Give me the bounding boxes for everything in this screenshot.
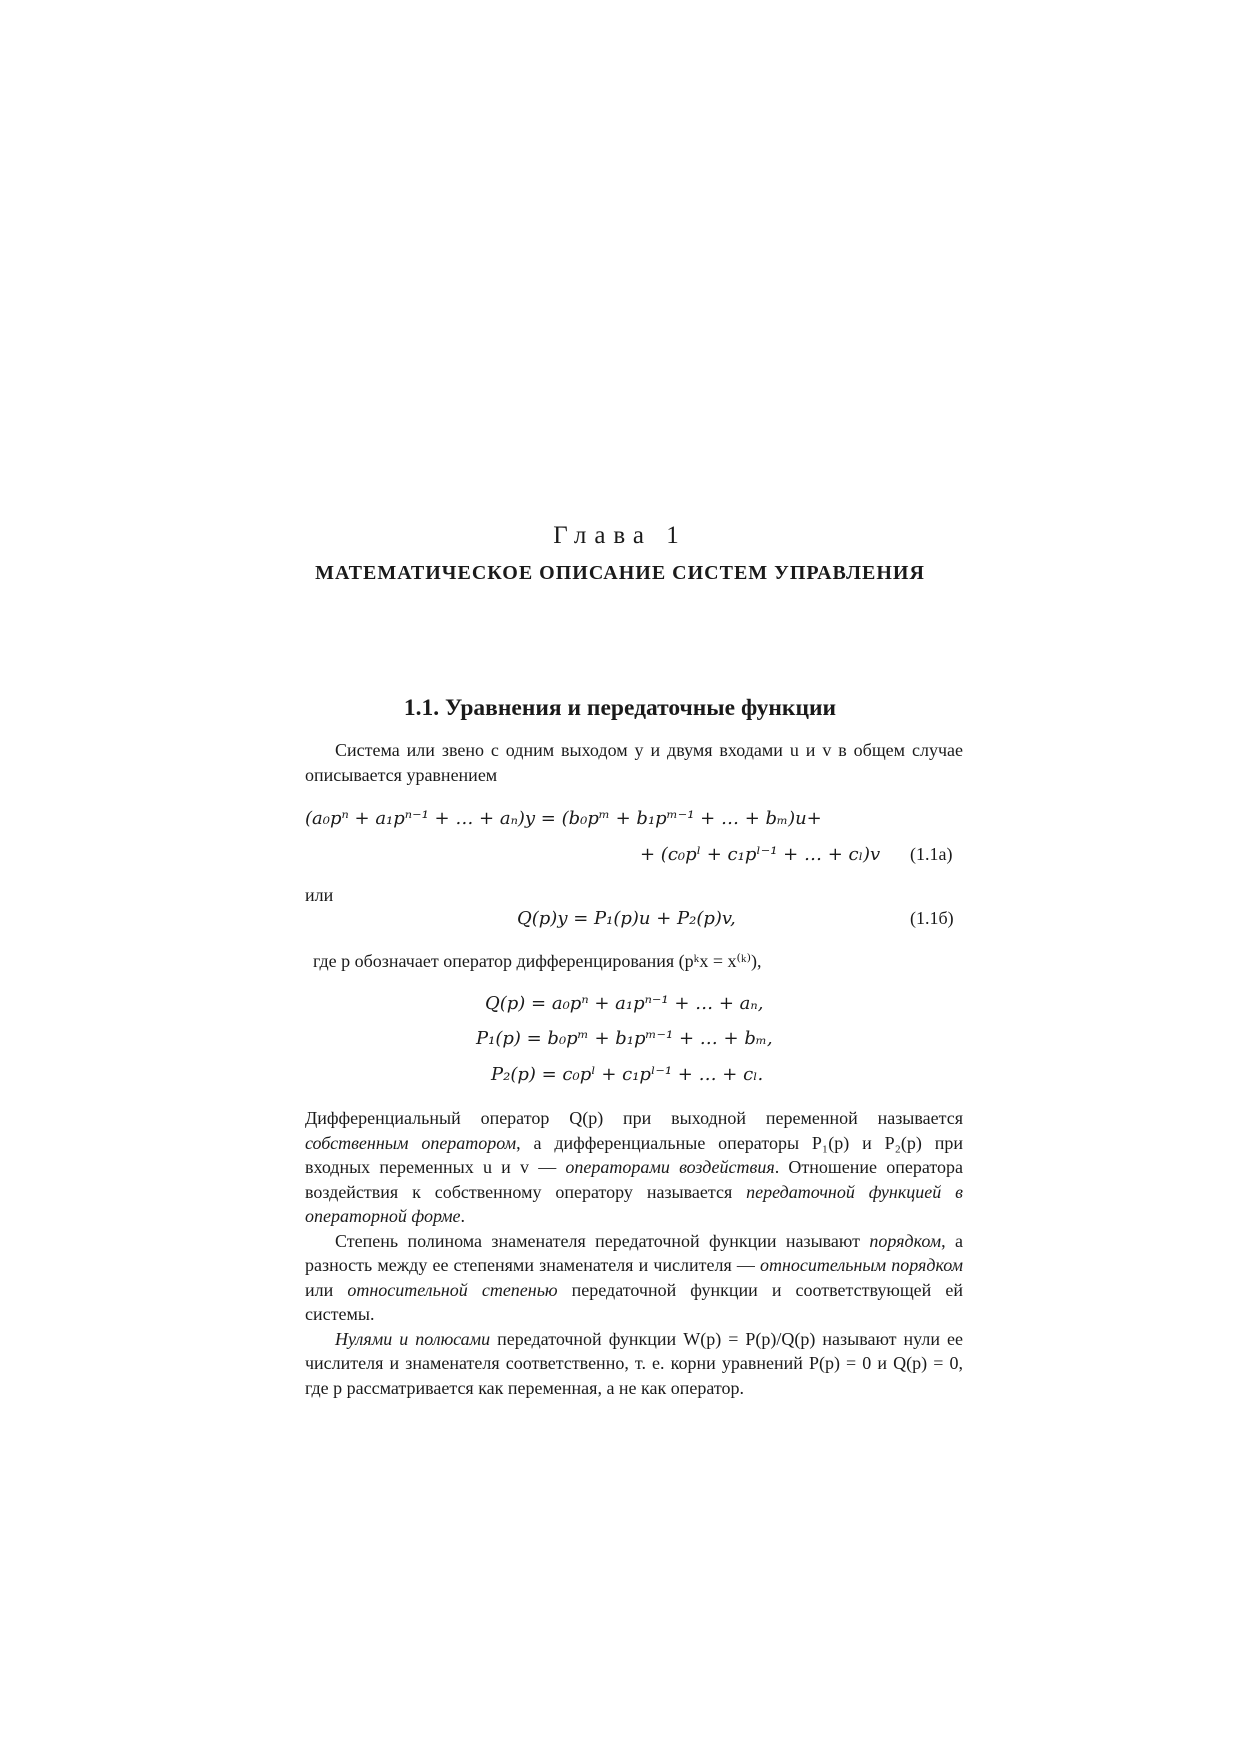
- equation-1-1a-line-2: + (c₀pˡ + c₁pˡ⁻¹ + … + cₗ)v: [640, 844, 881, 865]
- p1-definition: P₁(p) = b₀pᵐ + b₁pᵐ⁻¹ + … + bₘ,: [476, 1028, 773, 1049]
- p2-emphasis-order: порядком: [869, 1230, 942, 1251]
- paragraph-order: [305, 1229, 963, 1327]
- p1-emphasis-action-operators: операторами воздействия: [565, 1157, 775, 1177]
- equation-1-1a-number: (1.1а): [910, 844, 953, 864]
- or-word: или: [305, 885, 334, 905]
- section-title: 1.1. Уравнения и передаточные функции: [403, 695, 837, 721]
- p1-text-b: , а дифференциальные операторы P₁(p) и P₂(p) при входных переменных u и v —: [305, 1132, 963, 1177]
- p1-text-c: . Отношение оператора воздействия к собственному оператору называется: [305, 1157, 963, 1202]
- p3-text-a: передаточной функции W(p) = P(p)/Q(p) называют нули ее числителя и знаменателя соответственно, т. е. корни уравнений P(p) = 0 и Q(p) = 0, где p рассматривается как переменная, а не как оператор.: [305, 1328, 964, 1398]
- p2-text-c: или: [305, 1279, 348, 1300]
- paragraph-zeros-poles: [305, 1327, 963, 1401]
- p3-emphasis-zeros-poles: Нулями и полюсами: [335, 1328, 491, 1349]
- intro-paragraph: Система или звено с одним выходом y и двумя входами u и v в общем случае описывается уравнением: [305, 740, 963, 785]
- p1-emphasis-own-operator: собственным оператором: [305, 1132, 517, 1153]
- equation-1-1b-number: (1.1б): [910, 908, 954, 928]
- q-definition: Q(p) = a₀pⁿ + a₁pⁿ⁻¹ + … + aₙ,: [485, 993, 764, 1014]
- chapter-label: Глава 1: [553, 522, 687, 549]
- p1-text-d: .: [460, 1206, 466, 1226]
- body-text: [305, 1106, 963, 1400]
- p2-text-d: передаточной функции и соответствующей ей системы.: [305, 1279, 963, 1324]
- p2-text-a: Степень полинома знаменателя передаточной функции называют: [335, 1230, 870, 1251]
- p2-text-b: , а разность между ее степенями знаменателя и числителя —: [305, 1230, 963, 1275]
- p1-text-a: Дифференциальный оператор Q(p) при выходной переменной называется: [305, 1108, 963, 1128]
- p2-emphasis-relative-degree: относительной степенью: [347, 1279, 558, 1300]
- paragraph-operators: [305, 1106, 963, 1229]
- p2-emphasis-relative-order: относительным порядком: [760, 1255, 963, 1275]
- p1-emphasis-transfer-function: передаточной функцией в операторной форме: [305, 1181, 963, 1226]
- equation-1-1a-line-1: (a₀pⁿ + a₁pⁿ⁻¹ + … + aₙ)y = (b₀pᵐ + b₁pᵐ⁻¹ + … + bₘ)u+: [305, 808, 822, 829]
- equation-1-1b: Q(p)y = P₁(p)u + P₂(p)v,: [517, 908, 736, 929]
- p2-definition: P₂(p) = c₀pˡ + c₁pˡ⁻¹ + … + cₗ.: [491, 1064, 764, 1085]
- chapter-title: МАТЕМАТИЧЕСКОЕ ОПИСАНИЕ СИСТЕМ УПРАВЛЕНИЯ: [315, 562, 925, 584]
- where-text: где p обозначает оператор дифференцирования (pᵏx = x⁽ᵏ⁾),: [313, 951, 762, 971]
